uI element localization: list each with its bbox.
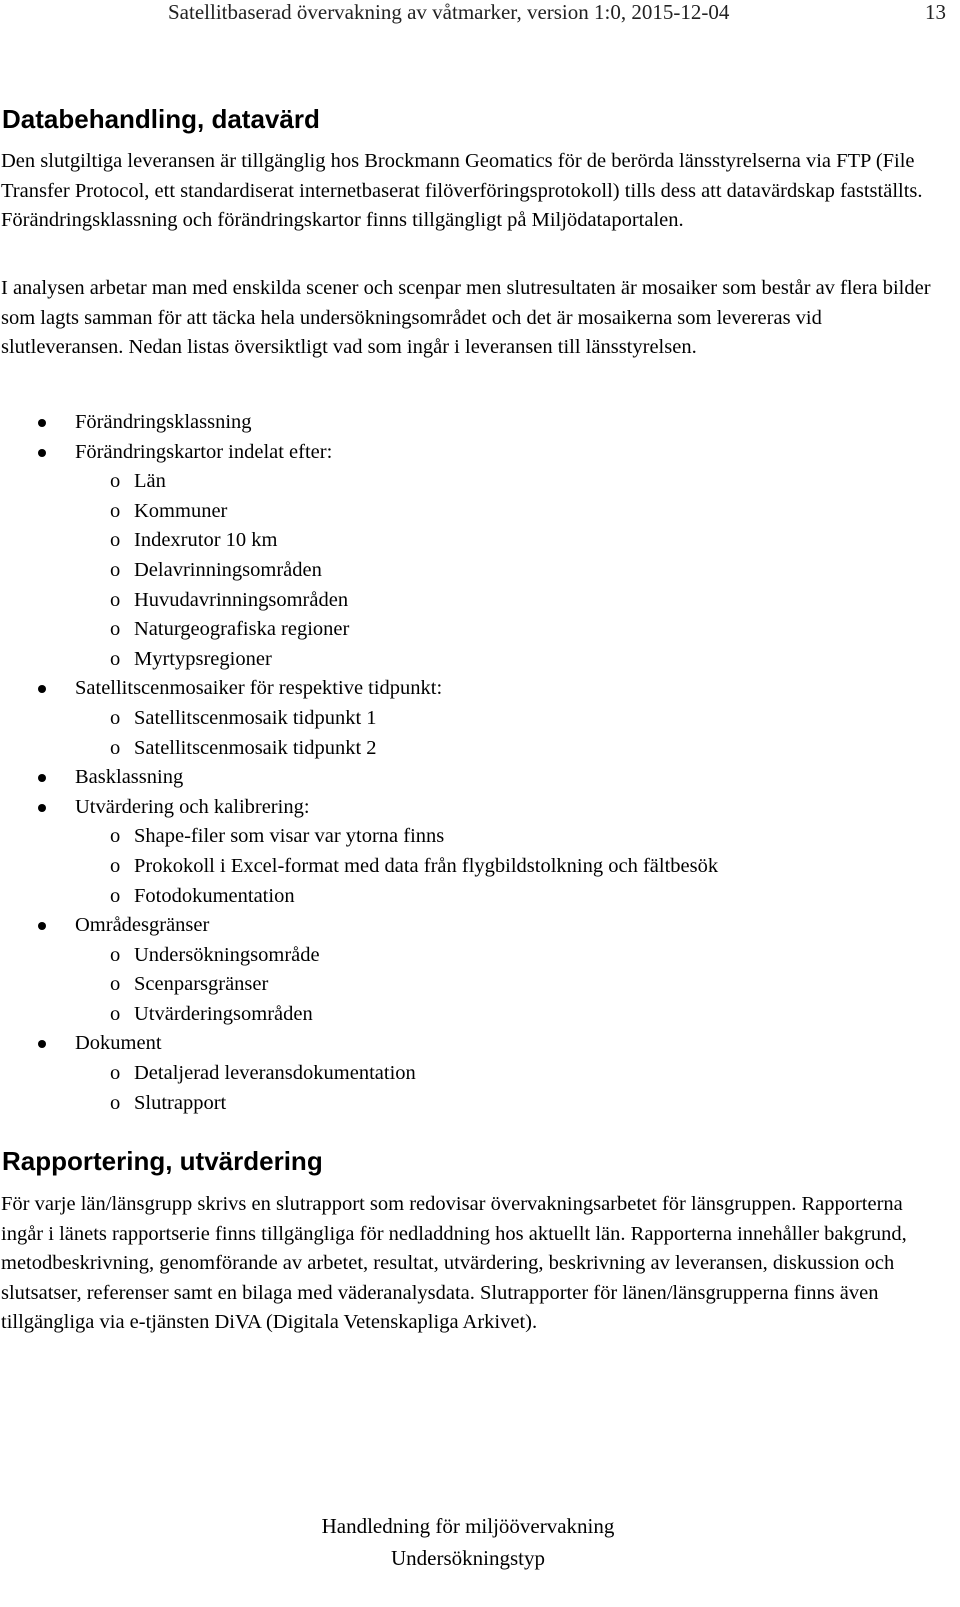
sublist-item-label: Indexrutor 10 km bbox=[134, 529, 278, 552]
sublist-item bbox=[75, 822, 946, 852]
list-item-label: Förändringsklassning bbox=[75, 411, 252, 433]
sublist-item-label: Delavrinningsområden bbox=[134, 558, 322, 581]
list-item bbox=[0, 438, 946, 675]
sublist-item-label: Fotodokumentation bbox=[134, 884, 295, 907]
sublist-item bbox=[75, 1000, 946, 1030]
list-item bbox=[0, 793, 946, 911]
bullet-icon bbox=[38, 922, 46, 930]
sublist bbox=[75, 941, 946, 1030]
running-header bbox=[0, 0, 946, 24]
circle-bullet-icon: o bbox=[110, 973, 121, 996]
sublist-item bbox=[75, 556, 946, 586]
circle-bullet-icon: o bbox=[110, 1091, 121, 1114]
sublist bbox=[75, 704, 946, 763]
sublist-item bbox=[75, 704, 946, 734]
list-item-label: Satellitscenmosaiker för respektive tidpunkt: bbox=[75, 677, 443, 700]
paragraph-delivery: Den slutgiltiga leveransen är tillgänglig hos Brockmann Geomatics för de berörda länsstyrelserna via FTP (File Transfer Protocol, ett standardiserat internetbaserat filöverföringsprotokoll) tills dess att datavärdskap fastställts. Förändringsklassning och förändringskartor finns tillgängligt på Miljödataportalen. bbox=[1, 150, 923, 231]
footer-line-2: Undersökningstyp bbox=[391, 1546, 545, 1570]
sublist-item-label: Satellitscenmosaik tidpunkt 1 bbox=[134, 706, 377, 729]
bullet-icon bbox=[38, 774, 46, 782]
sublist-item-label: Myrtypsregioner bbox=[134, 647, 272, 670]
list-item-label: Dokument bbox=[75, 1032, 162, 1055]
deliverables-list bbox=[0, 408, 946, 1118]
sublist-item-label: Detaljerad leveransdokumentation bbox=[134, 1062, 416, 1085]
list-item-label: Förändringskartor indelat efter: bbox=[75, 440, 333, 463]
circle-bullet-icon: o bbox=[110, 854, 121, 877]
sublist-item bbox=[75, 1089, 946, 1119]
list-item bbox=[0, 911, 946, 1029]
sublist-item-label: Satellitscenmosaik tidpunkt 2 bbox=[134, 736, 377, 759]
paragraph-reporting: För varje län/länsgrupp skrivs en slutrapport som redovisar övervakningsarbetet för länsgruppen. Rapporterna ingår i länets rapportserie finns tillgängliga för nedladdning hos aktuellt län. Rapporterna innehåller bakgrund, metodbeskrivning, genomförande av arbetet, resultat, utvärdering, beskrivning av leveransen, diskussion och slutsatser, referenser samt en bilaga med väderanalysdata. Slutrapporter för länen/länsgrupperna finns även tillgängliga via e-tjänsten DiVA (Digitala Vetenskapliga Arkivet). bbox=[1, 1193, 907, 1333]
circle-bullet-icon: o bbox=[110, 706, 121, 729]
sublist-item-label: Län bbox=[134, 470, 166, 493]
list-item bbox=[0, 408, 946, 438]
footer-line-1: Handledning för miljöövervakning bbox=[321, 1514, 615, 1538]
sublist-item bbox=[75, 467, 946, 497]
bullet-icon bbox=[38, 685, 46, 693]
sublist-item-label: Undersökningsområde bbox=[134, 943, 320, 966]
circle-bullet-icon: o bbox=[110, 588, 121, 611]
circle-bullet-icon: o bbox=[110, 558, 121, 581]
sublist bbox=[75, 1059, 946, 1118]
sublist-item bbox=[75, 526, 946, 556]
sublist-item-label: Naturgeografiska regioner bbox=[134, 618, 350, 641]
paragraph-analysis: I analysen arbetar man med enskilda scener och scenpar men slutresultaten är mosaiker som består av flera bilder som lagts samman för att täcka hela undersökningsområdet och det är mosaikerna som levereras vid slutleveransen. Nedan listas översiktligt vad som ingår i leveransen till länsstyrelsen. bbox=[1, 277, 931, 358]
circle-bullet-icon: o bbox=[110, 470, 121, 493]
section-heading-rapportering: Rapportering, utvärdering bbox=[2, 1146, 323, 1176]
sublist-item bbox=[75, 497, 946, 527]
circle-bullet-icon: o bbox=[110, 647, 121, 670]
sublist-item bbox=[75, 645, 946, 675]
list-item bbox=[0, 1029, 946, 1118]
list-item-label: Basklassning bbox=[75, 766, 184, 789]
sublist-item-label: Scenparsgränser bbox=[134, 973, 269, 996]
bullet-icon bbox=[38, 1040, 46, 1048]
circle-bullet-icon: o bbox=[110, 825, 121, 848]
sublist-item-label: Huvudavrinningsområden bbox=[134, 588, 349, 611]
sublist-item bbox=[75, 586, 946, 616]
sublist-item-label: Utvärderingsområden bbox=[134, 1002, 313, 1025]
list-item bbox=[0, 763, 946, 793]
circle-bullet-icon: o bbox=[110, 618, 121, 641]
circle-bullet-icon: o bbox=[110, 884, 121, 907]
sublist-item-label: Prokokoll i Excel-format med data från flygbildstolkning och fältbesök bbox=[134, 854, 719, 877]
sublist-item bbox=[75, 852, 946, 882]
circle-bullet-icon: o bbox=[110, 736, 121, 759]
sublist bbox=[75, 822, 946, 911]
sublist-item bbox=[75, 970, 946, 1000]
bullet-icon bbox=[38, 804, 46, 812]
sublist-item bbox=[75, 615, 946, 645]
sublist-item-label: Shape-filer som visar var ytorna finns bbox=[134, 825, 445, 848]
sublist bbox=[75, 467, 946, 674]
circle-bullet-icon: o bbox=[110, 943, 121, 966]
sublist-item-label: Kommuner bbox=[134, 499, 228, 522]
sublist-item bbox=[75, 1059, 946, 1089]
list-item-label: Utvärdering och kalibrering: bbox=[75, 795, 310, 818]
bullet-icon bbox=[38, 419, 46, 427]
circle-bullet-icon: o bbox=[110, 1062, 121, 1085]
list-item bbox=[0, 674, 946, 763]
circle-bullet-icon: o bbox=[110, 499, 121, 522]
page-number: 13 bbox=[925, 0, 946, 24]
list-item-label: Områdesgränser bbox=[75, 914, 210, 937]
sublist-item bbox=[75, 941, 946, 971]
section-heading-databehandling: Databehandling, datavärd bbox=[2, 104, 320, 134]
sublist-item bbox=[75, 882, 946, 912]
circle-bullet-icon: o bbox=[110, 529, 121, 552]
header-title: Satellitbaserad övervakning av våtmarker, version 1:0, 2015-12-04 bbox=[168, 0, 730, 24]
circle-bullet-icon: o bbox=[110, 1002, 121, 1025]
sublist-item-label: Slutrapport bbox=[134, 1091, 227, 1114]
sublist-item bbox=[75, 734, 946, 764]
bullet-icon bbox=[38, 449, 46, 457]
